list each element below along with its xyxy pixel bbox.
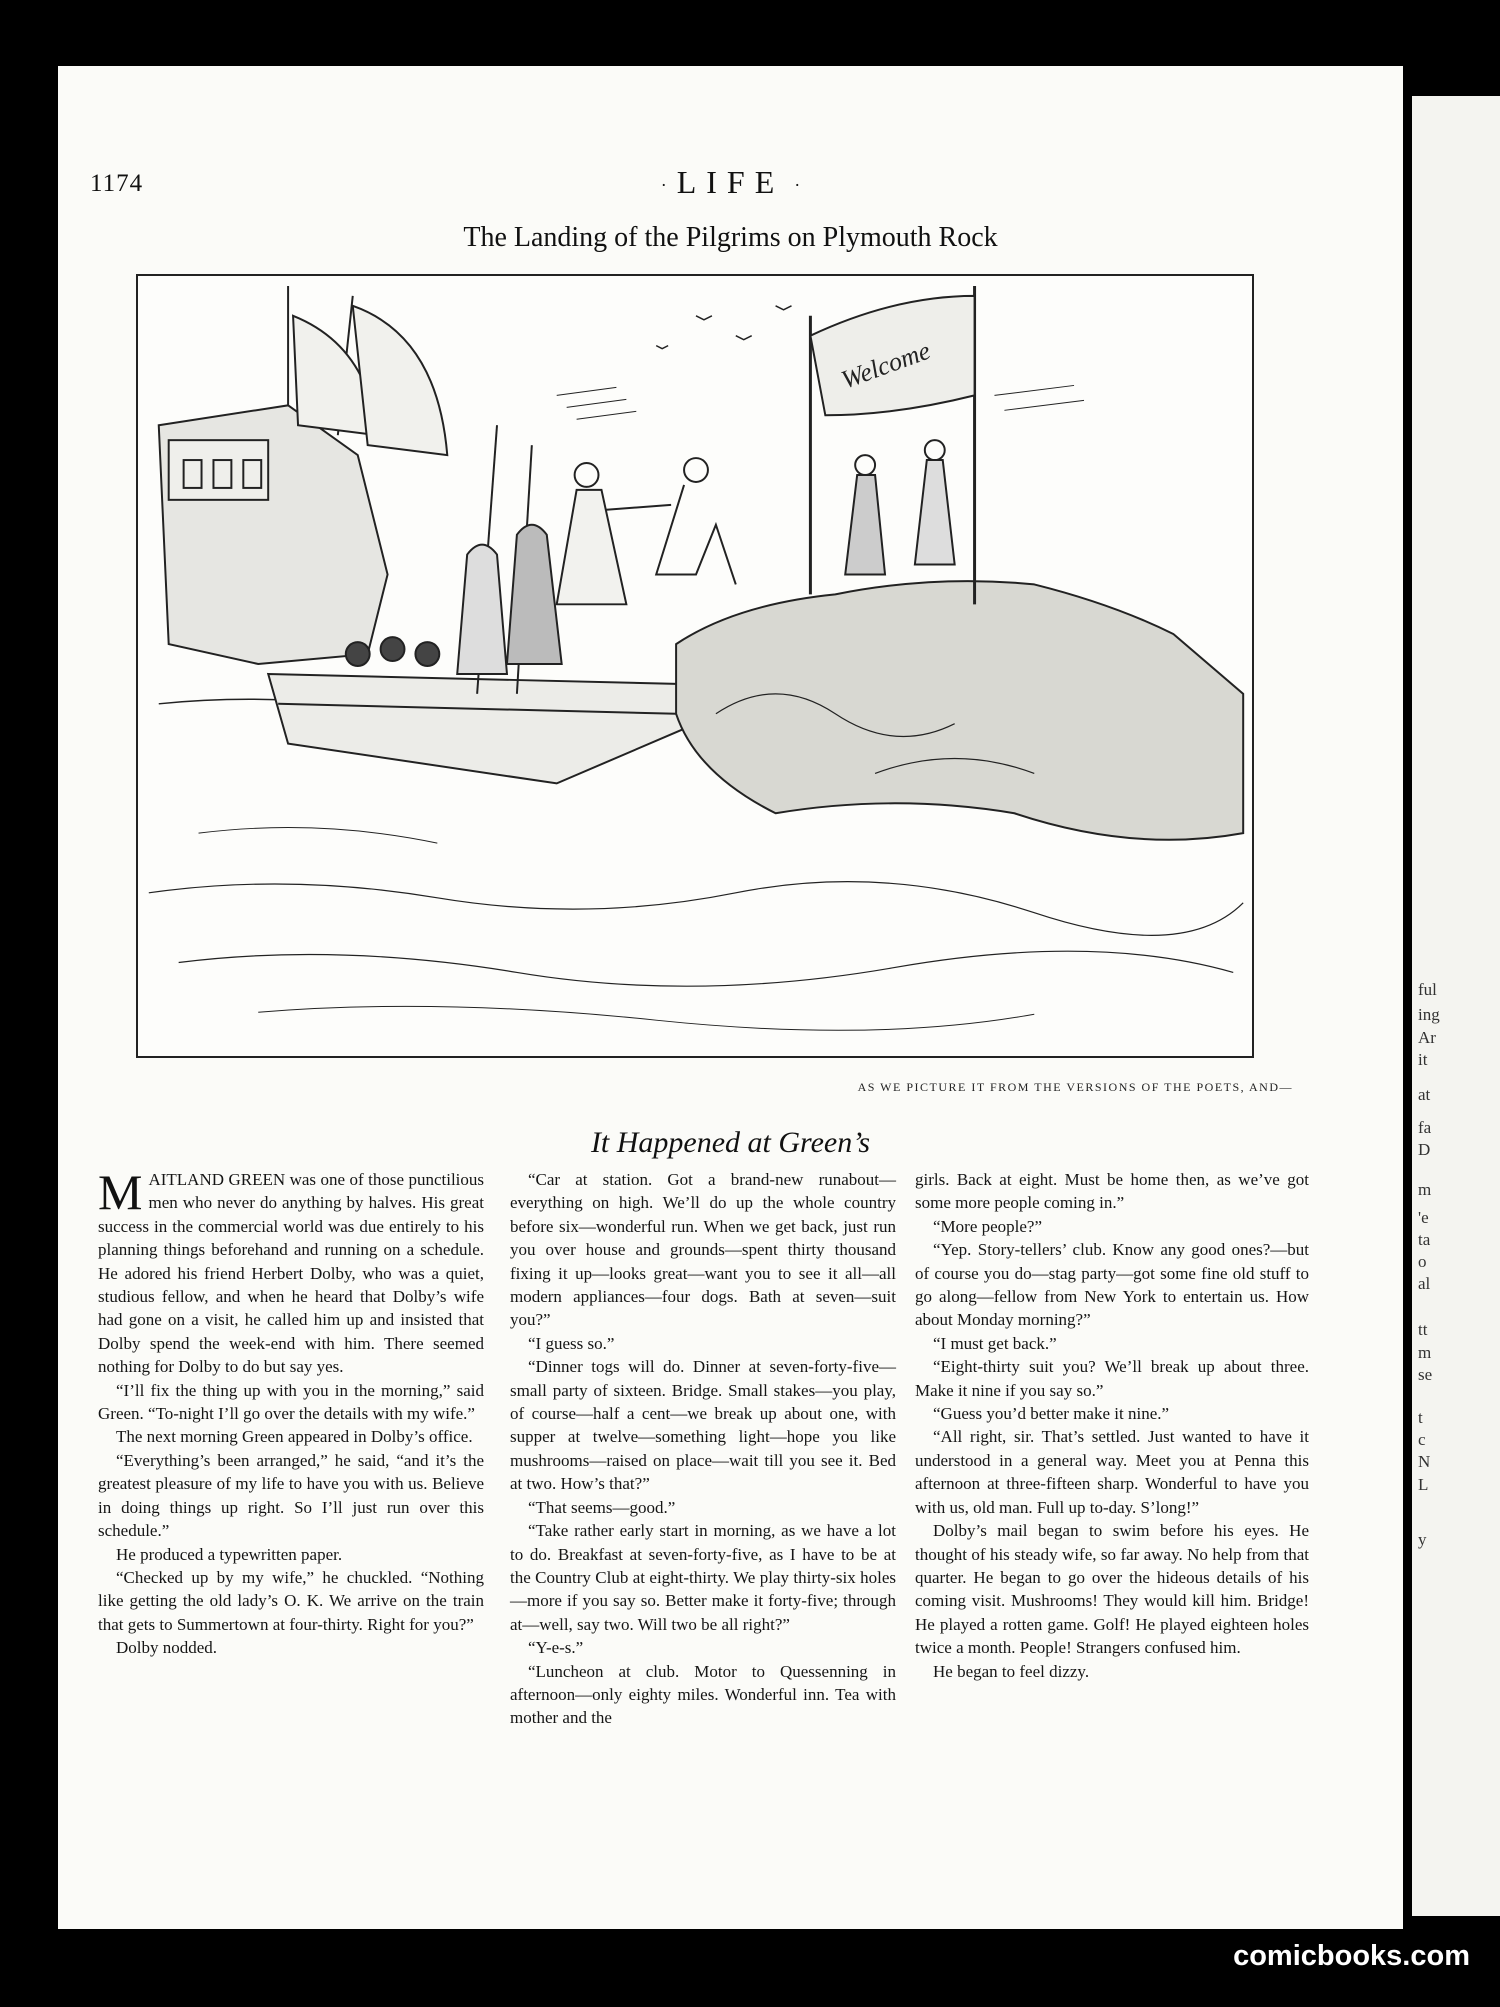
story-paragraph: “More people?”: [933, 1216, 1043, 1236]
illustration-drawing: [138, 276, 1252, 1056]
adjacent-page-fragment: ing: [1418, 1005, 1440, 1024]
story-paragraph: “Take rather early start in morning, as we have a lot to do. Breakfast at seven-forty-five, as I have to be at the Country Club at eight-thirty. We play thirty-six holes—more if you say so. Better make it forty-five; through at—well, say two. Will two be all right?”: [510, 1521, 896, 1634]
adjacent-page-fragment: 'e: [1418, 1208, 1429, 1227]
story-paragraph: “Luncheon at club. Motor to Quessenning in afternoon—only eighty miles. Wonderful inn. Tea with mother and the: [510, 1661, 896, 1728]
story-paragraph: girls. Back at eight. Must be home then, as we’ve got some more people coming in.”: [915, 1170, 1309, 1213]
story-paragraph: “Y-e-s.”: [528, 1638, 584, 1658]
story-paragraph: “I must get back.”: [933, 1333, 1057, 1353]
adjacent-page-fragment: ful: [1418, 980, 1437, 999]
story-paragraph: “Checked up by my wife,” he chuckled. “Nothing like getting the old lady’s O. K. We arrive on the train that gets to Summertown at four-thirty. Right for you?”: [98, 1567, 484, 1634]
page-number: 1174: [90, 170, 144, 197]
banner-text: Welcome: [837, 335, 935, 395]
story-paragraph: “Guess you’d better make it nine.”: [933, 1404, 1170, 1424]
watermark: comicbooks.com: [1233, 1940, 1470, 1972]
masthead: [58, 164, 1403, 201]
story-paragraph: Dolby’s mail began to swim before his eyes. He thought of his steady wife, so far away. No help from that quarter. He began to go over the hideous details of his coming visit. Mushrooms! They would kill him. Bridge! He played a rotten game. Golf! He played eighteen holes twice a month. People! Strangers confused him.: [915, 1521, 1309, 1658]
adjacent-page-fragment: L: [1418, 1475, 1429, 1494]
adjacent-page-fragment: D: [1418, 1140, 1431, 1159]
story-paragraph: “All right, sir. That’s settled. Just wanted to have it understood in a general way. Meet you at Penna this afternoon at three-fifteen sharp. Wonderful to have you with us, old man. Full up to-day. S’long!”: [915, 1427, 1309, 1517]
magazine-page: [58, 66, 1403, 1929]
adjacent-page-edge: [1412, 96, 1500, 1916]
adjacent-page-fragment: al: [1418, 1274, 1431, 1293]
story-column-2: [510, 1168, 896, 1730]
story-paragraph: The next morning Green appeared in Dolby’s office.: [116, 1427, 473, 1447]
story-paragraph: “I’ll fix the thing up with you in the morning,” said Green. “To-night I’ll go over the details with my wife.”: [98, 1380, 484, 1424]
adjacent-page-fragment: ta: [1418, 1230, 1431, 1249]
pilgrims-illustration: [136, 274, 1254, 1058]
masthead-dot-right: ·: [794, 175, 801, 196]
story-paragraph: MAITLAND GREEN was one of those punctilious men who never do anything by halves. His great success in the commercial world was due entirely to his planning things beforehand and running on a schedule. He adored his friend Herbert Dolby, who was a quiet, studious fellow, and when he heard that Dolby’s wife had gone on a visit, he called him up and insisted that Dolby spend the week-end with him. There seemed nothing for Dolby to do but say yes.: [98, 1164, 484, 1377]
adjacent-page-fragment: m: [1418, 1343, 1432, 1362]
story-column-1: [98, 1164, 484, 1660]
story-paragraph: “Everything’s been arranged,” he said, “and it’s the greatest pleasure of my life to have you with us. Believe in doing things up right. So I’ll just run over this schedule.”: [98, 1450, 484, 1541]
story-paragraph: He produced a typewritten paper.: [116, 1544, 343, 1564]
story-paragraph: “Dinner togs will do. Dinner at seven-forty-five—small party of sixteen. Bridge. Small stakes—you play, of course—half a cent—we break up about one, with supper at twelve—something light—hope you like mushrooms—raised on place—wait till you see it. Bed at two. How’s that?”: [510, 1357, 896, 1494]
story-paragraph: He began to feel dizzy.: [933, 1661, 1090, 1681]
masthead-title: LIFE: [676, 164, 785, 200]
adjacent-page-fragment: it: [1418, 1050, 1428, 1069]
story-paragraph: Dolby nodded.: [116, 1638, 218, 1658]
story-title: It Happened at Green’s: [590, 1126, 871, 1159]
adjacent-page-fragment: at: [1418, 1085, 1431, 1104]
adjacent-page-fragment: N: [1418, 1452, 1431, 1471]
story-paragraph: “I guess so.”: [528, 1333, 615, 1353]
masthead-dot-left: ·: [660, 175, 667, 196]
drop-cap: M: [98, 1164, 143, 1220]
story-paragraph: “Yep. Story-tellers’ club. Know any good ones?—but of course you do—stag party—got some fine old stuff to go along—fellow from New York to entertain us. How about Monday morning?”: [915, 1240, 1309, 1330]
story-paragraph: “That seems—good.”: [528, 1497, 676, 1517]
story-paragraph: “Car at station. Got a brand-new runabout—everything on high. We’ll do up the whole country before six—wonderful run. When we get back, just run you over house and grounds—spent thirty thousand fixing it up—looks great—want you to see it all—all modern appliances—four dogs. Bath at seven—suit you?”: [510, 1170, 896, 1330]
adjacent-page-fragment: Ar: [1418, 1028, 1436, 1047]
story-column-3: [915, 1168, 1309, 1683]
illustration-caption: AS WE PICTURE IT FROM THE VERSIONS OF THE POETS, AND—: [857, 1080, 1293, 1094]
adjacent-page-fragment: o: [1418, 1252, 1427, 1271]
adjacent-page-fragment: y: [1418, 1530, 1427, 1549]
story-paragraph: “Eight-thirty suit you? We’ll break up about three. Make it nine if you say so.”: [915, 1357, 1309, 1400]
adjacent-page-fragment: fa: [1418, 1118, 1432, 1137]
cartoon-title: The Landing of the Pilgrims on Plymouth Rock: [463, 222, 998, 253]
adjacent-page-fragment: tt: [1418, 1320, 1428, 1339]
adjacent-page-fragment: c: [1418, 1430, 1426, 1449]
adjacent-page-fragment: m: [1418, 1180, 1432, 1199]
adjacent-page-fragment: t: [1418, 1408, 1423, 1427]
adjacent-page-fragment: se: [1418, 1365, 1433, 1384]
